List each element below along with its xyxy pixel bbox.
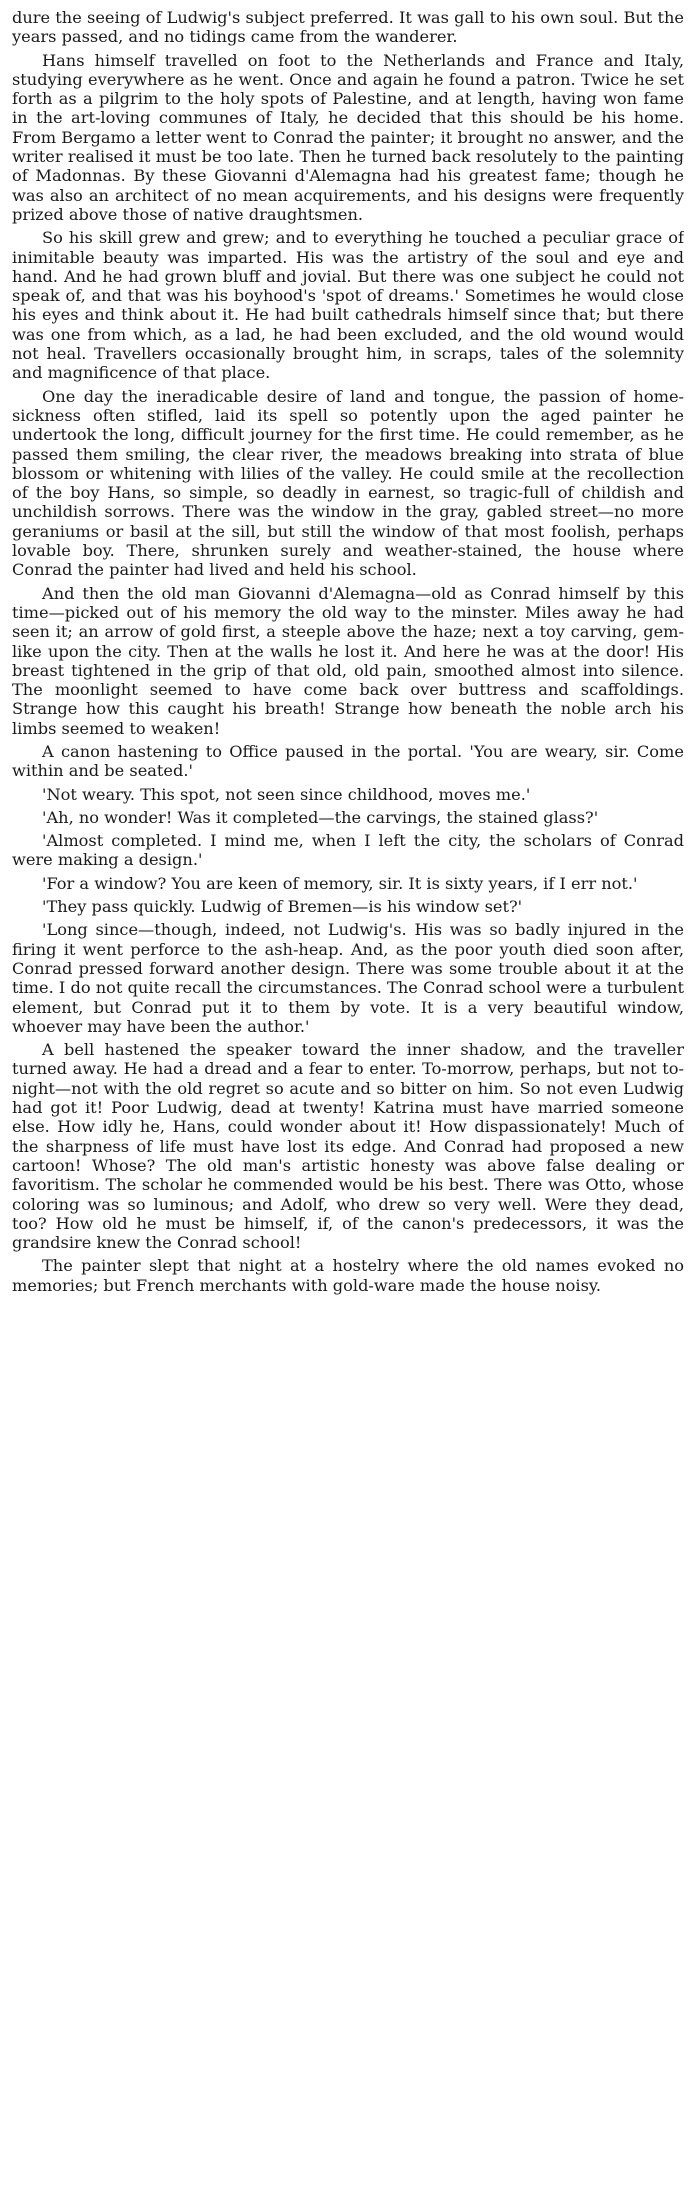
paragraph-4: One day the ineradicable desire of land and tongue, the passion of home-sickness often stifled, laid its spell so potently upon the aged painter he undertook the long, difficult journey for the first time. He could remember, as he passed them smiling, the clear river, the meadows breaking into strata of blue blossom or whitening with lilies of the valley. He could smile at the recollection of the boy Hans, so simple, so deadly in earnest, so tragic-full of childish and unchildish sorrows. There was the window in the gray, gabled street—no more geraniums or basil at the sill, but still the window of that most foolish, perhaps lovable boy. There, shrunken surely and weather-stained, the house where Conrad the painter had lived and held his school.: [12, 386, 684, 580]
paragraph-8: 'Ah, no wonder! Was it completed—the carvings, the stained glass?': [42, 807, 599, 827]
article-column: [12, 8, 684, 1295]
paragraph-12: 'Long since—though, indeed, not Ludwig's. His was so badly injured in the firing it went perforce to the ash-heap. And, as the poor youth died soon after, Conrad pressed forward another design. There was some trouble about it at the time. I do not quite recall the circumstances. The Conrad school were a turbulent element, but Conrad put it to them by vote. It is a very beautiful window, whoever may have been the author.': [12, 920, 684, 1036]
paragraph-14: The painter slept that night at a hostelry where the old names evoked no memories; but French merchants with gold-ware made the house noisy.: [12, 1256, 684, 1295]
paragraph-5: And then the old man Giovanni d'Alemagna—old as Conrad himself by this time—picked out of his memory the old way to the minster. Miles away he had seen it; an arrow of gold first, a steeple above the haze; next a toy carving, gem-like upon the city. Then at the walls he lost it. And here he was at the door! His breast tightened in the grip of that old, old pain, smoothed almost into silence. The moonlight seemed to have come back over buttress and scaffoldings. Strange how this caught his breath! Strange how beneath the noble arch his limbs seemed to weaken!: [12, 583, 684, 738]
paragraph-1: dure the seeing of Ludwig's subject preferred. It was gall to his own soul. But the years passed, and no tidings came from the wanderer.: [12, 8, 684, 47]
newspaper-page: [12, 8, 684, 2180]
paragraph-10: 'For a window? You are keen of memory, sir. It is sixty years, if I err not.': [42, 873, 638, 893]
paragraph-9: 'Almost completed. I mind me, when I left the city, the scholars of Conrad were making a design.': [12, 831, 684, 870]
paragraph-7: 'Not weary. This spot, not seen since childhood, moves me.': [42, 784, 531, 804]
paragraph-11: 'They pass quickly. Ludwig of Bremen—is his window set?': [42, 897, 523, 917]
paragraph-2: Hans himself travelled on foot to the Netherlands and France and Italy, studying everywhere as he went. Once and again he found a patron. Twice he set forth as a pilgrim to the holy spots of Palestine, and at length, having won fame in the art-loving communes of Italy, he decided that this should be his home. From Bergamo a letter went to Conrad the painter; it brought no answer, and the writer realised it must be too late. Then he turned back resolutely to the painting of Madonnas. By these Giovanni d'Alemagna had his greatest fame; though he was also an architect of no mean acquirements, and his designs were frequently prized above those of native draughtsmen.: [12, 50, 684, 224]
paragraph-13: A bell hastened the speaker toward the inner shadow, and the traveller turned away. He had a dread and a fear to enter. To-morrow, perhaps, but not to-night—not with the old regret so acute and so bitter on him. So not even Ludwig had got it! Poor Ludwig, dead at twenty! Katrina must have married someone else. How idly he, Hans, could wonder about it! How dispassionately! Much of the sharpness of life must have lost its edge. And Conrad had proposed a new cartoon! Whose? The old man's artistic honesty was above false dealing or favoritism. The scholar he commended would be his best. There was Otto, whose coloring was so luminous; and Adolf, who drew so very well. Were they dead, too? How old he must be himself, if, of the canon's predecessors, it was the grandsire knew the Conrad school!: [12, 1040, 684, 1253]
paragraph-3: So his skill grew and grew; and to everything he touched a peculiar grace of inimitable beauty was imparted. His was the artistry of the soul and eye and hand. And he had grown bluff and jovial. But there was one subject he could not speak of, and that was his boyhood's 'spot of dreams.' Sometimes he would close his eyes and think about it. He had built cathedrals himself since that; but there was one from which, as a lad, he had been excluded, and the old wound would not heal. Travellers occasionally brought him, in scraps, tales of the solemnity and magnificence of that place.: [12, 228, 684, 383]
paragraph-6: A canon hastening to Office paused in the portal. 'You are weary, sir. Come within and be seated.': [12, 741, 684, 781]
